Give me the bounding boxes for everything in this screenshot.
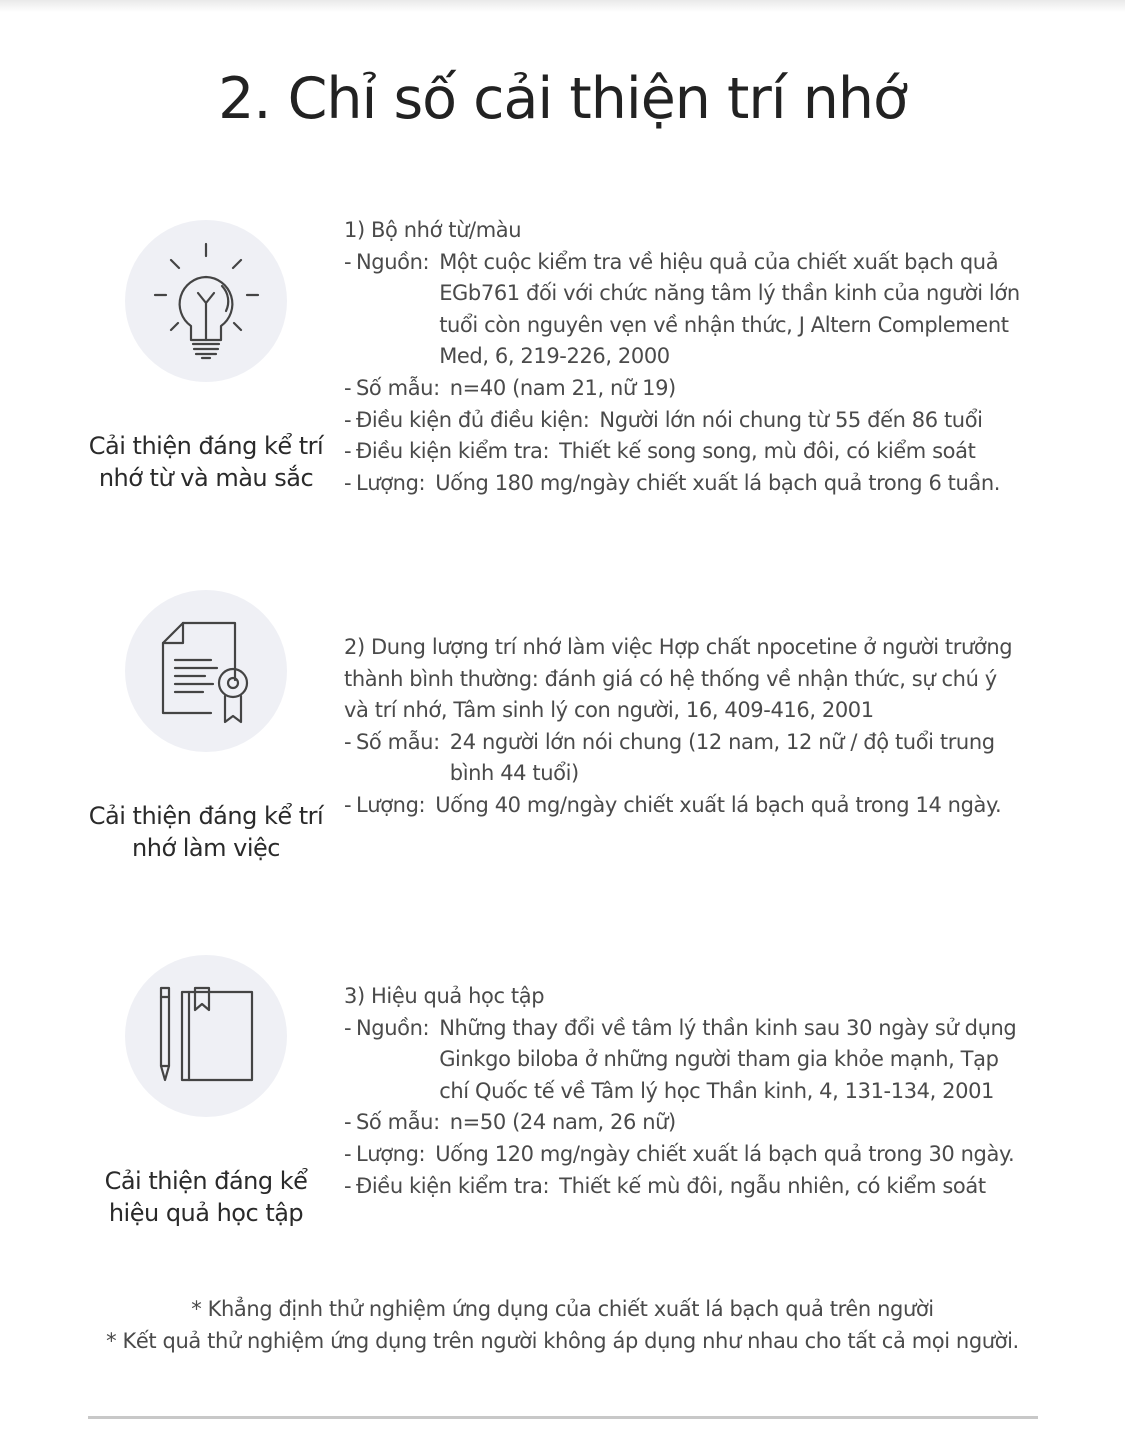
source-line: Ginkgo biloba ở những người tham gia khỏe mạnh, Tạp (439, 1047, 999, 1072)
caption-line: Cải thiện đáng kể trí (88, 432, 324, 460)
eligibility-label: Điều kiện đủ điều kiện: (356, 407, 590, 432)
section-heading: 3) Hiệu quả học tập (344, 984, 545, 1008)
sample-value: n=50 (24 nam, 26 nữ) (449, 1110, 676, 1135)
source-line: EGb761 đối với chức năng tâm lý thần kinh của người lớn (439, 281, 1020, 306)
source-label: Nguồn: (356, 1015, 430, 1040)
section-3-caption (70, 1165, 342, 1229)
section-heading (344, 632, 1044, 727)
dose-label: Lượng: (356, 470, 426, 495)
source-row: - Nguồn: Những thay đổi về tâm lý thần kinh sau 30 ngày sử dụng Ginkgo biloba ở những người tham gia khỏe mạnh, Tạp chí Quốc tế về Tâm lý học Thần kinh, 4, 131-134, 2001 (344, 1013, 1044, 1108)
source-value (439, 247, 1020, 373)
page-title: 2. Chỉ số cải thiện trí nhớ (218, 66, 907, 132)
sample-row: - Số mẫu: 24 người lớn nói chung (12 nam, 12 nữ / độ tuổi trung bình 44 tuổi) (344, 727, 1044, 790)
pencil-notebook-icon (125, 955, 287, 1117)
section-heading: 1) Bộ nhớ từ/màu (344, 218, 522, 242)
caption-line: nhớ làm việc (132, 834, 280, 862)
test-condition-row: - Điều kiện kiểm tra: Thiết kế mù đôi, ngẫu nhiên, có kiểm soát (344, 1171, 1044, 1203)
dose-row: - Lượng: Uống 180 mg/ngày chiết xuất lá bạch quả trong 6 tuần. (344, 468, 1044, 500)
sample-label: Số mẫu: (356, 375, 440, 400)
lightbulb-icon (125, 220, 287, 382)
caption-line: hiệu quả học tập (108, 1199, 304, 1227)
test-condition-row: - Điều kiện kiểm tra: Thiết kế song song, mù đôi, có kiểm soát (344, 436, 1044, 468)
test-condition-value: Thiết kế mù đôi, ngẫu nhiên, có kiểm soát (559, 1173, 986, 1198)
test-condition-label: Điều kiện kiểm tra: (356, 1173, 550, 1198)
source-line: Một cuộc kiểm tra về hiệu quả của chiết xuất bạch quả (439, 249, 999, 274)
heading-line: và trí nhớ, Tâm sinh lý con người, 16, 409-416, 2001 (344, 698, 874, 723)
sample-value: n=40 (nam 21, nữ 19) (449, 375, 676, 400)
source-line: Những thay đổi về tâm lý thần kinh sau 30 ngày sử dụng (439, 1015, 1017, 1040)
section-3-details (344, 981, 1044, 1202)
dose-value: Uống 180 mg/ngày chiết xuất lá bạch quả trong 6 tuần. (435, 470, 1001, 495)
source-row: - Nguồn: Một cuộc kiểm tra về hiệu quả của chiết xuất bạch quả EGb761 đối với chức năng tâm lý thần kinh của người lớn tuổi còn nguyên vẹn về nhận thức, J Altern Complement Med, 6, 219-226, 2000 (344, 247, 1044, 373)
source-line: Med, 6, 219-226, 2000 (439, 344, 670, 369)
section-1-details (344, 215, 1044, 499)
footnote: * Kết quả thử nghiệm ứng dụng trên người không áp dụng như nhau cho tất cả mọi người. (106, 1329, 1019, 1353)
source-line: tuổi còn nguyên vẹn về nhận thức, J Altern Complement (439, 312, 1009, 337)
sample-value (450, 727, 995, 790)
footnote: * Khẳng định thử nghiệm ứng dụng của chiết xuất lá bạch quả trên người (191, 1297, 934, 1321)
dose-label: Lượng: (356, 1141, 426, 1166)
dose-value: Uống 40 mg/ngày chiết xuất lá bạch quả trong 14 ngày. (435, 792, 1002, 817)
section-1-caption (70, 430, 342, 494)
test-condition-value: Thiết kế song song, mù đôi, có kiểm soát (559, 439, 976, 464)
sample-line: 24 người lớn nói chung (12 nam, 12 nữ / độ tuổi trung (449, 729, 995, 754)
section-2-caption (70, 800, 342, 864)
sample-row: - Số mẫu: n=40 (nam 21, nữ 19) (344, 373, 1044, 405)
section-2-details (344, 632, 1044, 822)
source-value (439, 1013, 1016, 1108)
dose-value: Uống 120 mg/ngày chiết xuất lá bạch quả trong 30 ngày. (435, 1141, 1015, 1166)
sample-row: - Số mẫu: n=50 (24 nam, 26 nữ) (344, 1107, 1044, 1139)
heading-line: thành bình thường: đánh giá có hệ thống về nhận thức, sự chú ý (344, 666, 997, 691)
top-shade (0, 0, 1125, 12)
eligibility-value: Người lớn nói chung từ 55 đến 86 tuổi (599, 407, 983, 432)
certificate-document-icon (125, 590, 287, 752)
eligibility-row: - Điều kiện đủ điều kiện: Người lớn nói chung từ 55 đến 86 tuổi (344, 405, 1044, 437)
caption-line: Cải thiện đáng kể (104, 1167, 308, 1195)
sample-label: Số mẫu: (356, 1110, 440, 1135)
source-line: chí Quốc tế về Tâm lý học Thần kinh, 4, 131-134, 2001 (439, 1078, 995, 1103)
footnotes (0, 1293, 1125, 1357)
caption-line: nhớ từ và màu sắc (98, 464, 314, 492)
source-label: Nguồn: (356, 249, 430, 274)
caption-line: Cải thiện đáng kể trí (88, 802, 324, 830)
sample-label: Số mẫu: (356, 729, 440, 754)
dose-label: Lượng: (356, 792, 426, 817)
test-condition-label: Điều kiện kiểm tra: (356, 439, 550, 464)
sample-line: bình 44 tuổi) (449, 761, 579, 786)
bottom-divider (88, 1416, 1038, 1419)
dose-row: - Lượng: Uống 120 mg/ngày chiết xuất lá bạch quả trong 30 ngày. (344, 1139, 1044, 1171)
dose-row: - Lượng: Uống 40 mg/ngày chiết xuất lá bạch quả trong 14 ngày. (344, 790, 1044, 822)
heading-line: 2) Dung lượng trí nhớ làm việc Hợp chất npocetine ở người trưởng (344, 635, 1013, 659)
